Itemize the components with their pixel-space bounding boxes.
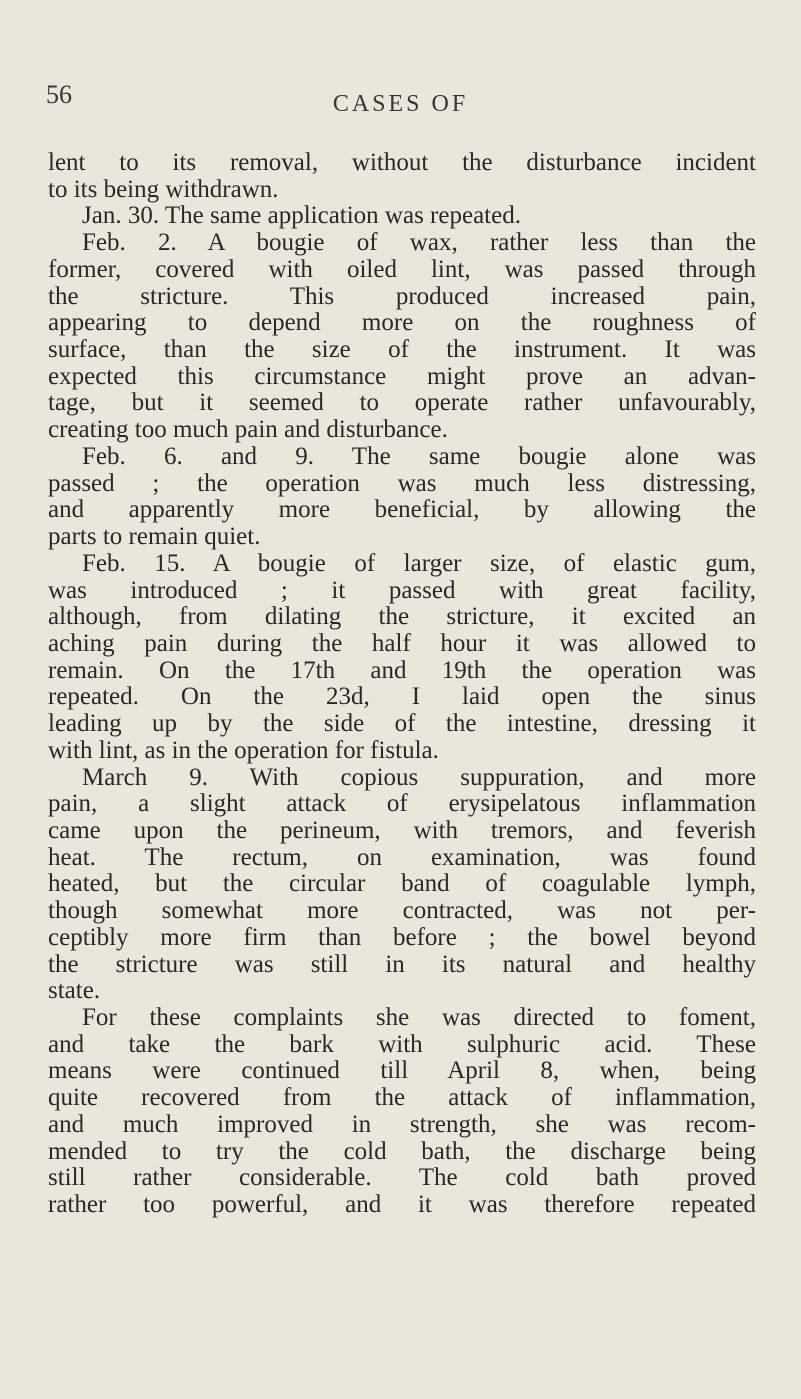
text-line: and much improved in strength, she was recom-	[48, 1110, 756, 1138]
text-line: lent to its removal, without the disturbance incident	[48, 149, 756, 176]
body-text	[48, 150, 756, 1219]
text-line: the stricture. This produced increased pain,	[48, 282, 756, 310]
page-number: 56	[46, 80, 72, 109]
text-line: Feb. 15. A bougie of larger size, of elastic gum,	[82, 549, 756, 577]
text-line: came upon the perineum, with tremors, and feverish	[48, 816, 756, 844]
running-head: CASES OF	[332, 91, 469, 117]
text-line: still rather considerable. The cold bath proved	[48, 1164, 756, 1192]
text-line: tage, but it seemed to operate rather unfavourably,	[48, 389, 756, 417]
text-line: aching pain during the half hour it was allowed to	[48, 629, 756, 657]
text-line: with lint, as in the operation for fistula.	[48, 736, 439, 764]
text-line: rather too powerful, and it was therefore repeated	[48, 1191, 756, 1219]
text-line: the stricture was still in its natural and healthy	[48, 950, 756, 978]
text-line: ceptibly more firm than before ; the bowel beyond	[48, 923, 756, 951]
text-line: means were continued till April 8, when, being	[48, 1057, 756, 1085]
text-line: leading up by the side of the intestine, dressing it	[48, 710, 756, 738]
text-line: mended to try the cold bath, the discharge being	[48, 1137, 756, 1165]
text-line: heat. The rectum, on examination, was found	[48, 843, 756, 871]
text-line: parts to remain quiet.	[48, 523, 261, 551]
text-line: and take the bark with sulphuric acid. These	[48, 1030, 756, 1058]
text-line: though somewhat more contracted, was not per-	[48, 897, 756, 925]
text-line: surface, than the size of the instrument. It was	[48, 336, 756, 364]
text-line: March 9. With copious suppuration, and more	[82, 763, 756, 791]
text-line: Feb. 6. and 9. The same bougie alone was	[82, 442, 756, 470]
text-line: former, covered with oiled lint, was passed through	[48, 255, 756, 283]
text-line: For these complaints she was directed to foment,	[82, 1004, 756, 1031]
text-line: repeated. On the 23d, I laid open the sinus	[48, 683, 756, 711]
text-line: appearing to depend more on the roughness of	[48, 309, 756, 337]
text-line: Jan. 30. The same application was repeated.	[82, 202, 521, 230]
text-line: and apparently more beneficial, by allowing the	[48, 496, 756, 524]
text-line: pain, a slight attack of erysipelatous inflammation	[48, 790, 756, 818]
text-line: expected this circumstance might prove an advan-	[48, 362, 756, 390]
text-line: quite recovered from the attack of inflammation,	[48, 1084, 756, 1112]
text-line: passed ; the operation was much less distressing,	[48, 469, 756, 497]
text-line: although, from dilating the stricture, it excited an	[48, 603, 756, 631]
text-line: to its being withdrawn.	[48, 175, 279, 203]
text-line: was introduced ; it passed with great facility,	[48, 576, 756, 604]
text-line: heated, but the circular band of coagulable lymph,	[48, 870, 756, 898]
text-line: remain. On the 17th and 19th the operation was	[48, 656, 756, 684]
text-line: creating too much pain and disturbance.	[48, 416, 448, 444]
text-line: Feb. 2. A bougie of wax, rather less than the	[82, 229, 756, 257]
text-line: state.	[48, 977, 101, 1005]
